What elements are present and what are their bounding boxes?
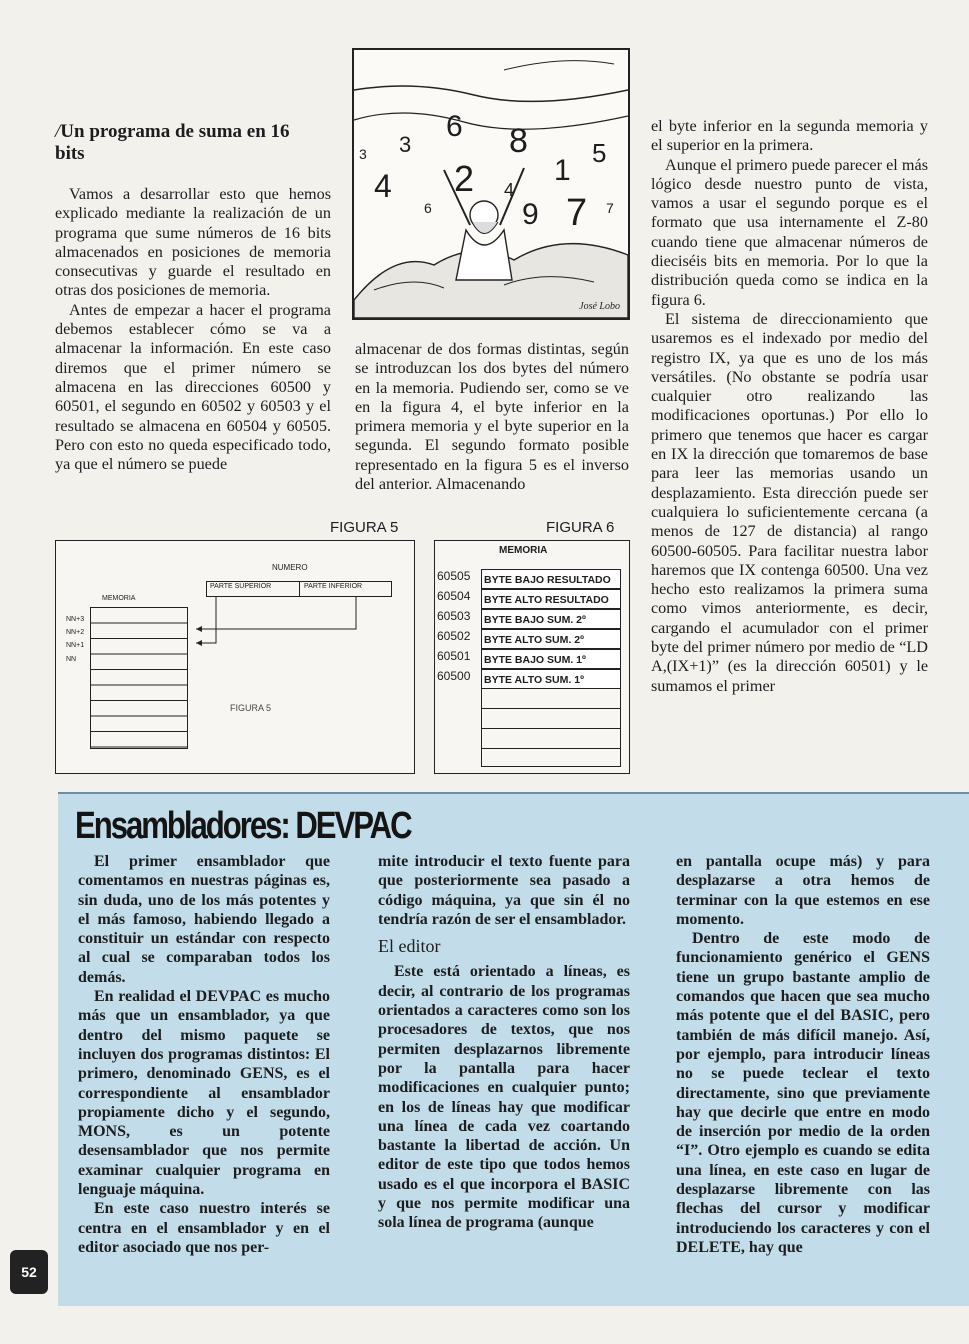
memory-cell: BYTE ALTO RESULTADO <box>481 589 621 609</box>
paragraph: Aunque el primero puede parecer el más lógico desde nuestro punto de vista, vamos a usar el segundo porque es el formato que usa internamente el Z-80 cuando tiene que almacenar números de dieciséis bits en memoria. Por lo que la distribución queda como se indica en la figura 6. <box>651 155 928 309</box>
illus-digit: 2 <box>454 158 475 199</box>
memory-address: 60502 <box>437 629 471 643</box>
article-column-1 <box>55 185 331 474</box>
empty-memory-grid <box>481 689 621 767</box>
memory-row <box>435 629 629 649</box>
illus-digit: 9 <box>522 198 539 231</box>
article-column-3 <box>651 117 928 696</box>
memory-cell: BYTE BAJO RESULTADO <box>481 569 621 589</box>
memory-row <box>435 669 629 689</box>
paragraph: Antes de empezar a hacer el programa debemos establecer cómo se va a almacenar la información. En este caso diremos que el primer número se almacena en las direcciones 60500 y 60501, el segundo en 60502 y 60503 y el resultado se almacena en 60504 y 60505. Pero con esto no queda especificado todo, ya que el número se puede <box>55 300 331 474</box>
illus-signature: José Lobo <box>579 301 620 312</box>
illus-digit: 8 <box>509 122 528 160</box>
paragraph: Vamos a desarrollar esto que hemos explicado mediante la realización de un programa que sume números de 16 bits almacenados en posiciones de memoria consecutivas y guarde el resultado en otras dos posiciones de memoria. <box>55 185 331 300</box>
row-label-nn2: NN+2 <box>66 629 85 636</box>
row-label-nn3: NN+3 <box>66 616 85 623</box>
figure6-caption: FIGURA 6 <box>546 519 615 536</box>
paragraph: El sistema de direccionamiento que usaremos es el indexado por medio del registro IX, ya que es uno de los más versátiles. (No obstante se podría usar cualquier otro realizando las modificaciones oportunas.) Por ello lo primero que tenemos que hacer es cargar en IX la dirección que tomaremos de base para leer las memorias usando un desplazamiento. Esta dirección puede ser cualquiera lo suficientemente cercana (a menos de 127 de distancia) al rango 60500-60505. Para facilitar nuestra labor haremos que IX contenga 60500. Una vez hecho esto realizamos la primera suma como vimos anteriormente, es decir, cargando el acumulador con el primer byte del primer número por medio de “LD A,(IX+1)” (es la dirección 60501) y le sumamos el primer <box>651 309 928 695</box>
figure5-arrows <box>56 541 414 773</box>
paragraph: almacenar de dos formas distintas, según se introduzcan los dos bytes del número en la memoria. Pudiendo ser, como se ve en la figura 4, el byte inferior en la primera memoria y el byte superior en la segunda. El segundo formato posible representado en la figura 5 es el inverso del anterior. Almacenando <box>355 340 629 494</box>
memory-row <box>435 589 629 609</box>
sidebar-column-1 <box>78 852 330 1257</box>
article-headline <box>55 121 295 165</box>
wizard-numbers-drawing <box>354 50 628 318</box>
row-label-nn1: NN+1 <box>66 642 85 649</box>
memory-address: 60505 <box>437 569 471 583</box>
sidebar-column-2 <box>378 852 630 1233</box>
memory-row <box>435 649 629 669</box>
illus-digit: 5 <box>592 138 607 168</box>
headline-slash: / <box>55 121 61 142</box>
paragraph: El primer ensamblador que comentamos en nuestras páginas es, sin duda, uno de los más potentes y el más famoso, habiendo llegado a constituir un estándar con respecto al cual se comparaban todos los demás. <box>78 853 330 986</box>
memory-cell: BYTE BAJO SUM. 2º <box>481 609 621 629</box>
figure5-inner-caption: FIGURA 5 <box>230 703 272 713</box>
memory-address: 60504 <box>437 589 471 603</box>
memory-row <box>435 569 629 589</box>
memoria-label: MEMORIA <box>102 595 136 602</box>
paragraph: Este está orientado a líneas, es decir, al contrario de los programas orientados a caracteres como son los procesadores de textos, que nos permiten desplazarnos libremente por la pantalla para hacer modificaciones en cualquier punto; en los de líneas hay que modificar una línea de cada vez coartando bastante la libertad de acción. Un editor de este tipo que todos hemos usado es el que incorpora el BASIC y que nos permite modificar una sola línea de programa (aunque <box>378 963 630 1232</box>
illus-digit: 6 <box>424 200 432 216</box>
paragraph: el byte inferior en la segunda memoria y el superior en la primera. <box>651 117 928 155</box>
illus-digit: 3 <box>359 146 367 162</box>
sidebar-title: Ensambladores: DEVPAC <box>75 805 411 847</box>
memoria-title: MEMORIA <box>499 545 548 556</box>
paragraph: En realidad el DEVPAC es mucho más que un ensamblador, ya que dentro del mismo paquete se incluyen dos programas distintos: El primero, denominado GENS, es el correspondiente al ensamblador propiamente dicho y el segundo, MONS, es un potente desensamblador que nos permite examinar cualquier programa en lenguaje máquina. <box>78 988 330 1199</box>
page-number: 52 <box>10 1250 48 1294</box>
paragraph: en pantalla ocupe más) y para desplazarse a otra hemos de terminar con la que estemos en ese momento. <box>676 853 930 928</box>
paragraph: mite introducir el texto fuente para que posteriormente sea pasado a código máquina, ya que sin él no tendría razón de ser el ensamblador. <box>378 853 630 928</box>
paragraph: Dentro de este modo de funcionamiento genérico el GENS tiene un grupo bastante amplio de comandos que hacen que sea mucho más potente que el del BASIC, pero también de más difícil manejo. Así, por ejemplo, para introducir líneas no se puede teclear el texto directamente, sino que previamente hay que decirle que entre en modo de inserción por medio de la orden “I”. Otro ejemplo es cuando se edita una línea, en este caso en lugar de desplazarse libremente con las flechas del cursor y modificar introduciendo los caracteres y con el DELETE, hay que <box>676 930 930 1256</box>
illus-digit: 7 <box>566 192 588 234</box>
paragraph: En este caso nuestro interés se centra en el ensamblador y en el editor asociado que nos per- <box>78 1200 330 1256</box>
illus-digit: 4 <box>504 180 515 200</box>
memory-cell: BYTE ALTO SUM. 1º <box>481 669 621 689</box>
memory-address: 60501 <box>437 649 471 663</box>
illus-digit: 7 <box>606 200 614 216</box>
figure5-diagram <box>55 540 415 774</box>
numbers-illustration <box>352 48 630 320</box>
memory-cell: BYTE BAJO SUM. 1º <box>481 649 621 669</box>
section-heading: El editor <box>378 936 441 957</box>
parte-superior-label: PARTE SUPERIOR <box>210 583 272 590</box>
headline-text: Un programa de suma en 16 bits <box>55 121 290 164</box>
sidebar-column-3 <box>676 852 930 1257</box>
illus-digit: 1 <box>554 154 571 187</box>
figure6-diagram <box>434 540 630 774</box>
memory-row <box>435 609 629 629</box>
illus-digit: 6 <box>446 110 463 143</box>
memory-address: 60503 <box>437 609 471 623</box>
numero-label: NUMERO <box>272 563 308 572</box>
row-label-nn: NN <box>66 656 77 663</box>
illus-digit: 4 <box>374 168 392 204</box>
parte-inferior-label: PARTE INFERIOR <box>304 583 363 590</box>
memory-cell: BYTE ALTO SUM. 2º <box>481 629 621 649</box>
figure5-caption: FIGURA 5 <box>330 519 399 536</box>
article-column-2 <box>355 340 629 494</box>
memory-address: 60500 <box>437 669 471 683</box>
illus-digit: 3 <box>399 132 412 157</box>
